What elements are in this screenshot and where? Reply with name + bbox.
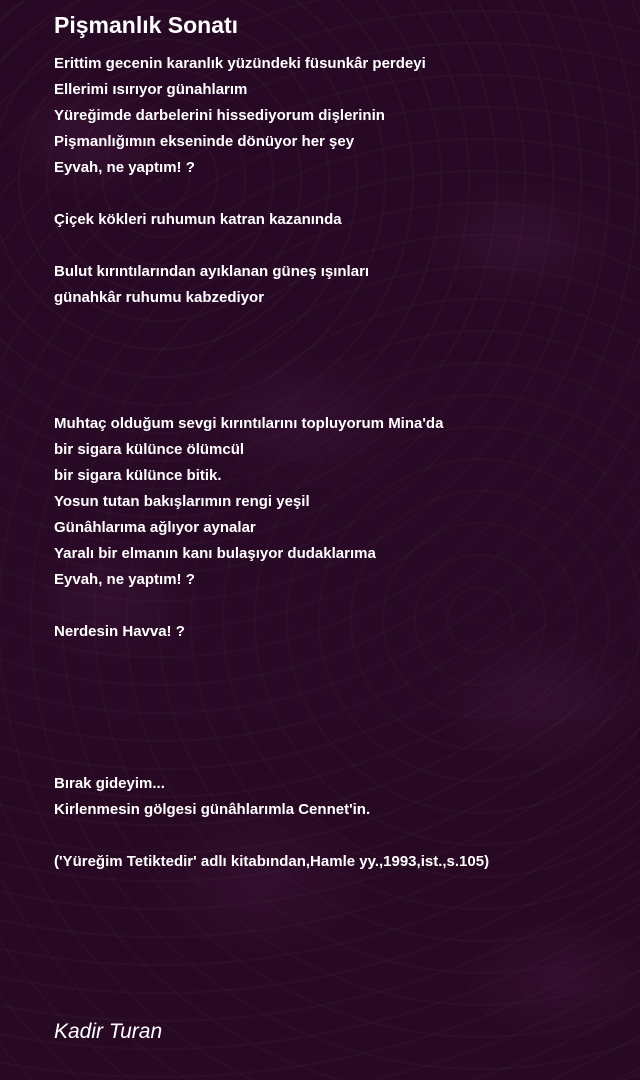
stanza-5 <box>54 619 185 645</box>
poem-line: Eyvah, ne yaptım! ? <box>54 571 195 588</box>
poem-line: Pişmanlığımın ekseninde dönüyor her şey <box>54 133 355 150</box>
poem-line: Kirlenmesin gölgesi günâhlarımla Cennet'in. <box>54 801 371 818</box>
poem-line: bir sigara külünce ölümcül <box>54 441 245 458</box>
stanza-6 <box>54 771 370 823</box>
poem-line: Bulut kırıntılarından ayıklanan güneş ışınları <box>54 263 370 280</box>
poem-line: Ellerimi ısırıyor günahlarım <box>54 81 248 98</box>
poem-line: Yosun tutan bakışlarımın rengi yeşil <box>54 493 310 510</box>
author-name: Kadir Turan <box>54 1020 163 1043</box>
stanza-2 <box>54 207 342 233</box>
poem-line: Bırak gideyim... <box>54 775 165 792</box>
stanza-1 <box>54 51 426 181</box>
poem-line: Günâhlarıma ağlıyor aynalar <box>54 519 256 536</box>
stanza-3 <box>54 259 369 311</box>
poem-title: Pişmanlık Sonatı <box>54 12 239 38</box>
poem-line: Eyvah, ne yaptım! ? <box>54 159 195 176</box>
poem-line: Yüreğimde darbelerini hissediyorum dişlerinin <box>54 107 385 124</box>
poem-line: Erittim gecenin karanlık yüzündeki füsunkâr perdeyi <box>54 55 426 72</box>
poem-line: Muhtaç olduğum sevgi kırıntılarını topluyorum Mina'da <box>54 415 444 432</box>
poem-line: günahkâr ruhumu kabzediyor <box>54 289 265 306</box>
stanza-4 <box>54 411 443 593</box>
source-note <box>54 849 489 875</box>
poem-line: Çiçek kökleri ruhumun katran kazanında <box>54 211 342 228</box>
poem-line: bir sigara külünce bitik. <box>54 467 222 484</box>
poem-line: Nerdesin Havva! ? <box>54 623 185 640</box>
poem-line: Yaralı bir elmanın kanı bulaşıyor dudaklarıma <box>54 545 376 562</box>
source-citation: ('Yüreğim Tetiktedir' adlı kitabından,Hamle yy.,1993,ist.,s.105) <box>54 853 490 870</box>
